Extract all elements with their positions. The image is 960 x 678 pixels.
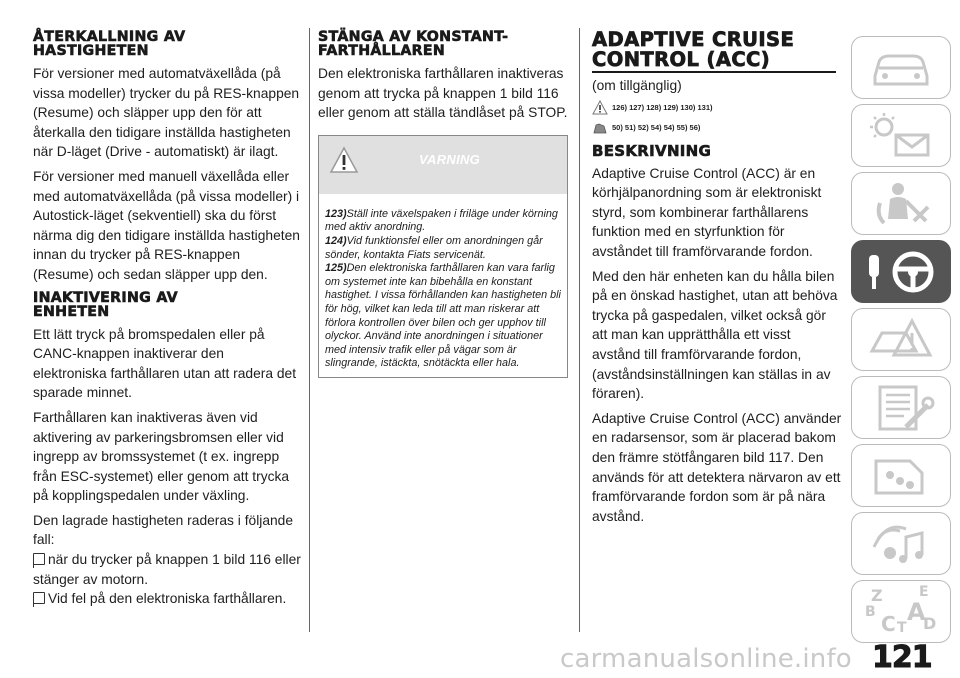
chapter-tabs bbox=[851, 36, 953, 648]
warning-box bbox=[318, 135, 568, 378]
paragraph: För versioner med automatväxellåda (på vissa modeller) trycker du på RES-knappen (Resume) och släpper upp den för att återkalla den tidigare inställda hastigheten när D-läget (Drive - automatiskt) är ilagt. bbox=[33, 66, 300, 160]
tab-multimedia[interactable] bbox=[851, 512, 951, 575]
column-2 bbox=[318, 28, 568, 378]
watermark: carmanualsonline.info bbox=[560, 644, 852, 674]
column-divider bbox=[309, 28, 310, 632]
multimedia-icon bbox=[866, 519, 936, 569]
tab-warning-lights[interactable] bbox=[851, 104, 951, 167]
emergency-icon bbox=[866, 315, 936, 365]
tab-index[interactable] bbox=[851, 580, 951, 643]
bullet-icon bbox=[33, 553, 45, 565]
paragraph: Farthållaren kan inaktiveras även vid aktivering av parkeringsbromsen eller vid ingrepp av bromssystemet (t ex. ingrepp från ESC-systemet) eller genom att trycka på kopplingspedalen under växling. bbox=[33, 409, 290, 504]
warning-body bbox=[319, 194, 567, 377]
warning-label: VARNING bbox=[419, 151, 481, 167]
safety-airbag-icon bbox=[866, 179, 936, 229]
maintenance-icon bbox=[866, 383, 936, 433]
warning-lights-icon bbox=[866, 111, 936, 161]
paragraph: Ett lätt tryck på bromspedalen eller på CANC-knappen inaktiverar den elektroniska farthållaren utan att radera det sparade minnet. bbox=[33, 326, 297, 401]
technical-data-icon bbox=[866, 451, 936, 501]
title-rule bbox=[592, 71, 836, 73]
availability-note: (om tillgänglig) bbox=[592, 78, 682, 93]
steering-wheel-icon bbox=[861, 247, 941, 297]
bullet-item: Vid fel på den elektroniska farthållaren. bbox=[33, 589, 301, 609]
bullet-item: när du trycker på knappen 1 bild 116 eller stänger av motorn. bbox=[33, 552, 301, 587]
paragraph: För versioner med manuell växellåda eller med automatväxellåda (på vissa modeller) i Autostick-läget (sekventiell) ska du först närma dig den tidigare inställda hastigheten innan du trycker på RES-knappen (Resume) och sedan släpper upp den. bbox=[33, 168, 300, 282]
heading-resume-speed: ÅTERKALLNING AV HASTIGHETEN bbox=[33, 29, 186, 59]
car-icon bbox=[869, 46, 933, 90]
column-1 bbox=[33, 28, 301, 609]
tab-technical-data[interactable] bbox=[851, 444, 951, 507]
tab-safety[interactable] bbox=[851, 172, 951, 235]
tab-maintenance[interactable] bbox=[851, 376, 951, 439]
heading-deactivation: INAKTIVERING AV ENHETEN bbox=[33, 289, 178, 320]
index-icon: Z E B A C T D bbox=[865, 583, 937, 636]
warning-header bbox=[319, 136, 567, 194]
paragraph: Med den här enheten kan du hålla bilen på en önskad hastighet, utan att behöva trycka på gaspedalen, vilket också gör att man kan upprätthålla ett visst avstånd till framförvarande fordon, (avståndsinställningen kan ställas in av föraren). bbox=[592, 268, 838, 402]
paragraph: Den elektroniska farthållaren inaktiveras genom att trycka på knappen 1 bild 116 eller genom att ställa tändlåset på STOP. bbox=[318, 66, 568, 121]
bullet-icon bbox=[33, 592, 45, 604]
tab-starting-driving[interactable] bbox=[851, 240, 951, 303]
hand-caution-icon bbox=[592, 121, 608, 135]
warning-references: 126) 127) 128) 129) 130) 131) bbox=[592, 98, 842, 118]
column-divider bbox=[579, 28, 580, 632]
paragraph: Adaptive Cruise Control (ACC) är en körhjälpanordning som är elektroniskt styrd, som kombinerar farthållarens funktion med en styrfunktion för avståndet till framförvarande fordon. bbox=[592, 165, 822, 259]
warning-item: 125)Den elektroniska farthållaren kan vara farlig om systemet inte kan bibehålla en konstant hastighet. I vissa förhållanden kan hastigheten bli för hög, vilket kan leda till att man riskerar att förlora kontrollen över bilen och ger upphov till olyckor. Använd inte anordningen i situationer med intensiv trafik eller på vägar som är slingrande, istäckta, snötäckta eller hala. bbox=[325, 262, 561, 370]
warning-triangle-icon bbox=[329, 146, 359, 174]
section-title: ADAPTIVE CRUISE CONTROL (ACC) bbox=[592, 28, 795, 71]
note-references: 50) 51) 52) 54) 54) 55) 56) bbox=[592, 118, 842, 138]
warning-item: 123)Ställ inte växelspaken i friläge under körning med aktiv anordning. bbox=[325, 207, 558, 234]
tab-car[interactable] bbox=[851, 36, 951, 99]
heading-switch-off: STÄNGA AV KONSTANT-FARTHÅLLAREN bbox=[318, 29, 509, 59]
tab-emergency[interactable] bbox=[851, 308, 951, 371]
column-3 bbox=[592, 28, 842, 531]
paragraph: Den lagrade hastigheten raderas i följande fall: bbox=[33, 512, 294, 548]
heading-description: BESKRIVNING bbox=[592, 141, 712, 160]
page-number: 121 bbox=[872, 640, 932, 675]
warning-item: 124)Vid funktionsfel eller om anordningen går sönder, kontakta Fiats servicenät. bbox=[325, 234, 543, 261]
paragraph: Adaptive Cruise Control (ACC) använder en radarsensor, som är placerad bakom den främre stötfångaren bild 117. Den används för att detektera närvaron av ett framförvarande fordon som är på nära avstånd. bbox=[592, 410, 842, 524]
warning-triangle-icon bbox=[592, 100, 608, 115]
